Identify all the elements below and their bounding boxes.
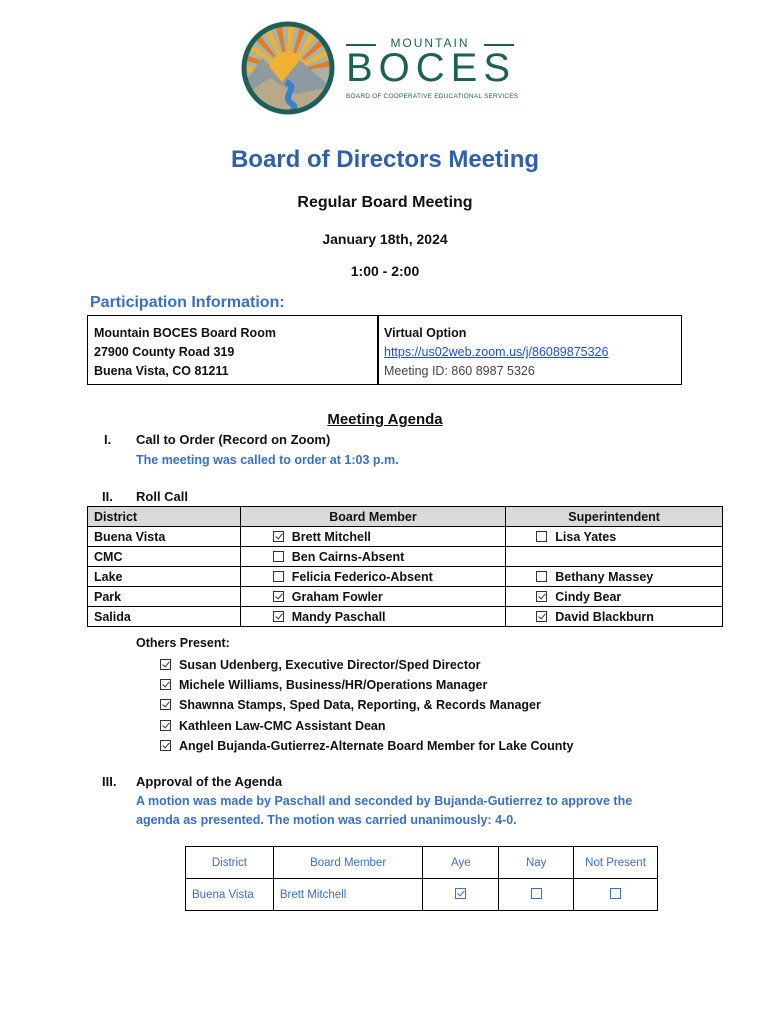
meeting-id: Meeting ID: 860 8987 5326 [384,364,535,378]
meeting-time: 1:00 - 2:00 [350,263,420,279]
participation-table [87,315,682,385]
checked-checkbox-icon [160,720,171,731]
table-row [88,547,723,567]
item-title: Call to Order (Record on Zoom) [136,432,331,447]
district-cell: Park [88,587,241,607]
board-member-cell [240,567,506,587]
checkbox-icon [536,531,547,542]
superintendent-name: David Blackburn [555,609,654,624]
superintendent-cell [506,527,723,547]
checked-checkbox-icon [273,531,284,542]
board-member-cell [240,587,506,607]
superintendent-cell [506,567,723,587]
table-row [88,567,723,587]
attendee-item [160,675,574,695]
checkbox-icon [610,888,621,899]
attendee-name: Kathleen Law-CMC Assistant Dean [179,718,386,733]
virtual-label: Virtual Option [384,326,467,340]
district-cell: Buena Vista [186,879,274,911]
board-member-name: Ben Cairns-Absent [291,549,405,564]
superintendent-cell [506,547,723,567]
nay-cell [499,879,574,911]
checked-checkbox-icon [273,591,284,602]
district-cell: Lake [88,567,241,587]
item-number: I. [104,432,112,447]
checkbox-icon [273,551,284,562]
checked-checkbox-icon [160,679,171,690]
logo-subtitle: BOARD OF COOPERATIVE EDUCATIONAL SERVICES [346,93,519,100]
board-member-cell [240,547,506,567]
district-cell: Buena Vista [88,527,241,547]
table-row [88,607,723,627]
others-present-list [160,655,574,756]
district-cell: CMC [88,547,241,567]
column-header: District [186,847,274,879]
checkbox-icon [273,571,284,582]
virtual-block [384,316,608,384]
superintendent-name: Cindy Bear [555,589,622,604]
table-header-row [88,507,723,527]
checked-checkbox-icon [273,611,284,622]
checked-checkbox-icon [160,699,171,710]
roll-call-table [87,506,723,627]
board-member-cell [240,607,506,627]
logo-top-text: MOUNTAIN [390,36,470,50]
others-present-title: Others Present: [136,636,230,650]
superintendent-name: Lisa Yates [555,529,617,544]
mountain-boces-logo [240,20,336,116]
item-minutes: The meeting was called to order at 1:03 p.m. [136,453,399,467]
column-header: Not Present [574,847,658,879]
column-header: Board Member [240,507,506,527]
minutes-line: A motion was made by Paschall and seconded by Bujanda-Gutierrez to approve the [136,794,633,808]
attendee-name: Shawnna Stamps, Sped Data, Reporting, & Records Manager [179,698,541,713]
checked-checkbox-icon [160,740,171,751]
not-present-cell [574,879,658,911]
checkbox-icon [531,888,542,899]
meeting-type: Regular Board Meeting [297,194,473,211]
superintendent-cell [506,607,723,627]
table-row [88,527,723,547]
item-title: Approval of the Agenda [136,774,283,789]
item-number: II. [102,489,113,504]
board-member-cell: Brett Mitchell [273,879,423,911]
board-member-name: Felicia Federico-Absent [291,569,433,584]
page-title: Board of Directors Meeting [230,146,540,173]
meeting-date: January 18th, 2024 [322,231,448,247]
agenda-heading: Meeting Agenda [327,411,443,428]
logo-main-text: BOCES [346,46,517,90]
checked-checkbox-icon [536,591,547,602]
checked-checkbox-icon [536,611,547,622]
column-header: Superintendent [506,507,723,527]
location-line: 27900 County Road 319 [94,345,235,359]
aye-cell [423,879,499,911]
item-minutes [136,792,632,830]
district-cell: Salida [88,607,241,627]
column-header: Aye [423,847,499,879]
checked-checkbox-icon [160,659,171,670]
attendee-name: Angel Bujanda-Gutierrez-Alternate Board Member for Lake County [179,738,574,753]
item-title: Roll Call [136,489,189,504]
checkbox-icon [536,571,547,582]
minutes-line: agenda as presented. The motion was carried unanimously: 4-0. [136,813,517,827]
item-number: III. [102,774,117,789]
attendee-item [160,716,574,736]
table-divider [377,316,379,384]
location-block [94,316,276,384]
location-line: Buena Vista, CO 81211 [94,364,229,378]
vote-row [186,879,658,911]
column-header: District [88,507,241,527]
attendee-name: Michele Williams, Business/HR/Operations Manager [179,678,488,693]
column-header: Board Member [273,847,423,879]
board-member-name: Mandy Paschall [291,609,386,624]
attendee-item [160,655,574,675]
superintendent-name: Bethany Massey [555,569,654,584]
table-row [88,587,723,607]
attendee-name: Susan Udenberg, Executive Director/Sped Director [179,658,481,672]
zoom-link[interactable]: https://us02web.zoom.us/j/86089875326 [384,345,609,359]
attendee-item [160,736,574,756]
checked-checkbox-icon [455,888,466,899]
location-line: Mountain BOCES Board Room [94,326,276,340]
vote-table [185,846,658,911]
board-member-name: Graham Fowler [291,589,383,604]
board-member-name: Brett Mitchell [291,529,371,544]
attendee-item [160,695,574,715]
participation-heading: Participation Information: [90,294,285,311]
superintendent-cell [506,587,723,607]
column-header: Nay [499,847,574,879]
vote-header-row [186,847,658,879]
board-member-cell [240,527,506,547]
